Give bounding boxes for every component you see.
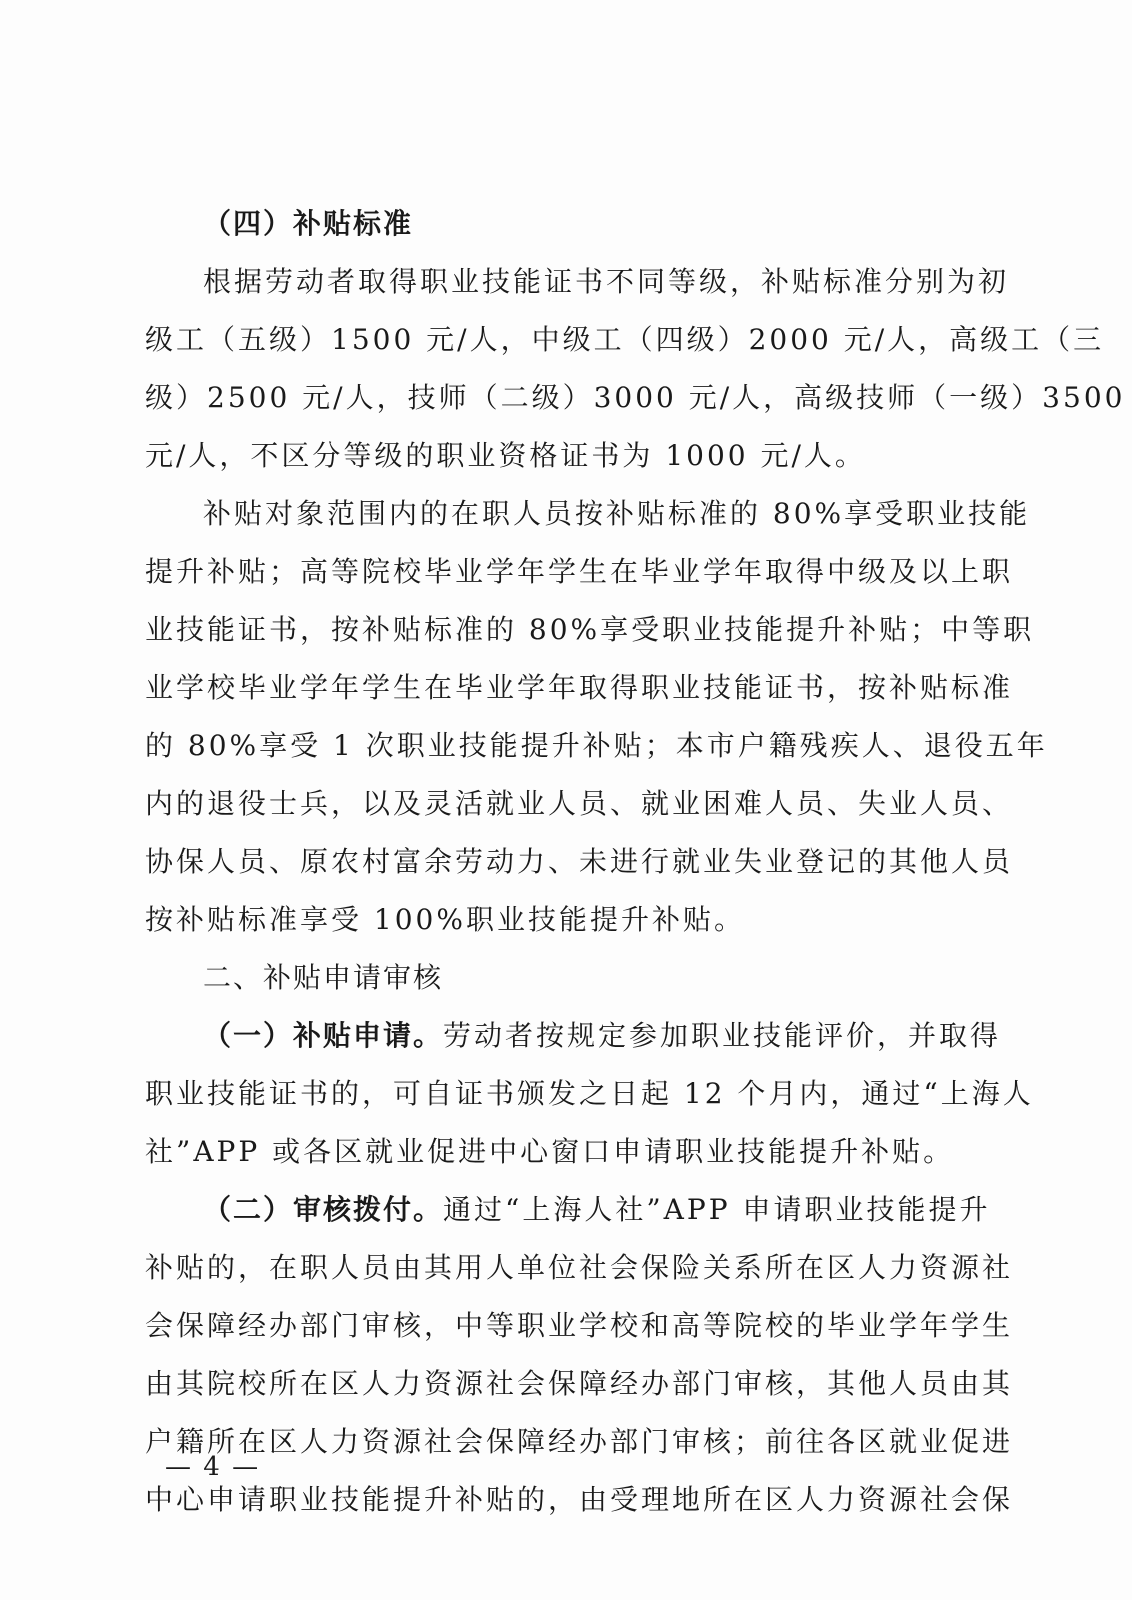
text-line: [145, 1181, 991, 1239]
text-line: 级）2500 元/人，技师（二级）3000 元/人，高级技师（一级）3500: [145, 381, 1126, 414]
paragraph-subsidy-application: [145, 1007, 1034, 1181]
text-line: 中心申请职业技能提升补贴的，由受理地所在区人力资源社会保: [145, 1483, 1014, 1516]
subsection-label-review: （二）审核拨付。: [203, 1193, 444, 1226]
text-line: 户籍所在区人力资源社会保障经办部门审核；前往各区就业促进: [145, 1425, 1014, 1458]
text-line: 元/人，不区分等级的职业资格证书为 1000 元/人。: [145, 439, 866, 472]
paragraph-review-disbursement: [145, 1181, 1014, 1529]
text-line: 提升补贴；高等院校毕业学年学生在毕业学年取得中级及以上职: [145, 555, 1014, 588]
text-span: 通过“上海人社”APP 申请职业技能提升: [443, 1193, 991, 1226]
page-number: — 4 —: [165, 1452, 261, 1482]
text-line: 协保人员、原农村富余劳动力、未进行就业失业登记的其他人员: [145, 845, 1014, 878]
text-line: 按补贴标准享受 100%职业技能提升补贴。: [145, 903, 745, 936]
text-line: 级工（五级）1500 元/人，中级工（四级）2000 元/人，高级工（三: [145, 323, 1105, 356]
document-body: [145, 195, 1126, 1529]
text-line: 由其院校所在区人力资源社会保障经办部门审核，其他人员由其: [145, 1367, 1014, 1400]
paragraph-subsidy-eligibility: [145, 485, 1048, 949]
text-span: 劳动者按规定参加职业技能评价，并取得: [443, 1019, 1002, 1052]
text-line: 内的退役士兵，以及灵活就业人员、就业困难人员、失业人员、: [145, 787, 1014, 820]
text-line: 业技能证书，按补贴标准的 80%享受职业技能提升补贴；中等职: [145, 613, 1035, 646]
text-line: 会保障经办部门审核，中等职业学校和高等院校的毕业学年学生: [145, 1309, 1014, 1342]
text-line: 业学校毕业学年学生在毕业学年取得职业技能证书，按补贴标准: [145, 671, 1014, 704]
section-heading-subsidy-standard: （四）补贴标准: [203, 207, 414, 240]
paragraph-subsidy-levels: [145, 253, 1126, 485]
subsection-label-application: （一）补贴申请。: [203, 1019, 444, 1052]
text-line: [145, 1007, 1002, 1065]
text-line: 补贴的，在职人员由其用人单位社会保险关系所在区人力资源社: [145, 1251, 1014, 1284]
text-line: 社”APP 或各区就业促进中心窗口申请职业技能提升补贴。: [145, 1135, 955, 1168]
text-line: 根据劳动者取得职业技能证书不同等级，补贴标准分别为初: [203, 265, 1010, 298]
text-line: 职业技能证书的，可自证书颁发之日起 12 个月内，通过“上海人: [145, 1077, 1034, 1110]
text-line: 补贴对象范围内的在职人员按补贴标准的 80%享受职业技能: [203, 497, 1031, 530]
section-title-application-review: 二、补贴申请审核: [203, 961, 444, 994]
text-line: 的 80%享受 1 次职业技能提升补贴；本市户籍残疾人、退役五年: [145, 729, 1048, 762]
